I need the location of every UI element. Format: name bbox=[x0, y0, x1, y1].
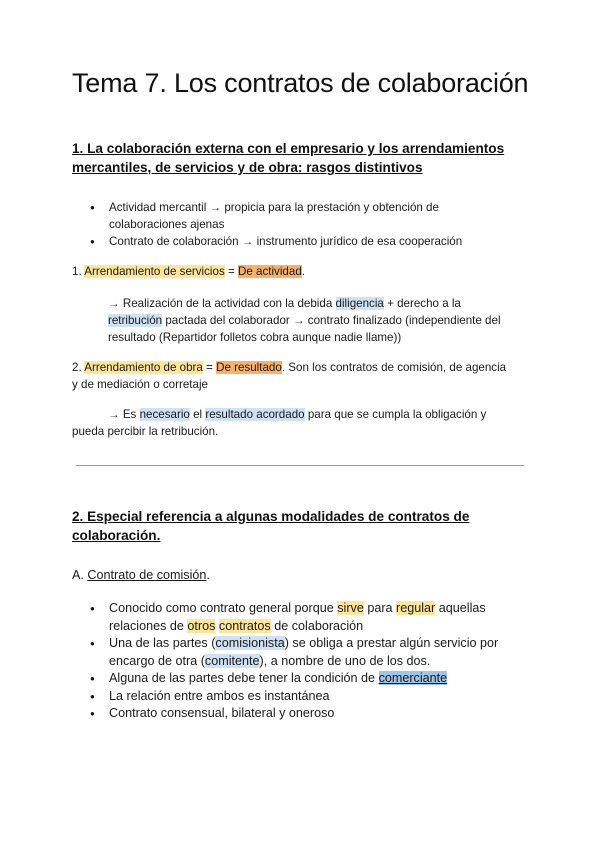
detail-text: pactada del colaborador → contrato finalizado (independiente del bbox=[162, 314, 501, 327]
bullet-text: ● Contrato de colaboración → instrumento jurídico de esa cooperación bbox=[109, 235, 463, 248]
bullet-text: Conocido como contrato general porque bbox=[109, 601, 338, 615]
section-2-heading-line2: colaboración. bbox=[72, 528, 161, 543]
item-2-line bbox=[72, 359, 506, 393]
item-2-detail bbox=[72, 406, 532, 440]
highlight-word: diligencia bbox=[335, 297, 384, 310]
highlight-word: regular bbox=[396, 601, 436, 615]
item-text: . Son los contratos de comisión, de agencia bbox=[281, 361, 507, 374]
horizontal-divider bbox=[76, 465, 524, 466]
highlight-type: De resultado bbox=[216, 361, 282, 374]
detail-text: el bbox=[189, 408, 206, 421]
bullet-text: encargo de otra ( bbox=[109, 653, 205, 668]
section-2-heading bbox=[72, 507, 469, 545]
detail-text: para que se cumpla la obligación y bbox=[304, 408, 487, 421]
bullet-text: ) se obliga a prestar algún servicio por bbox=[284, 636, 499, 650]
highlight-term: Arrendamiento de obra bbox=[84, 361, 203, 374]
item-1-detail bbox=[108, 295, 538, 346]
detail-text: → Realización de la actividad con la debida bbox=[108, 297, 336, 310]
section-1-bullet-list bbox=[109, 199, 549, 250]
highlight-word: comisionista bbox=[215, 636, 285, 650]
item-number: 2. bbox=[72, 361, 85, 374]
bullet-text: ), a nombre de uno de los dos. bbox=[259, 653, 431, 668]
list-item bbox=[109, 688, 549, 706]
highlight-word: retribución bbox=[108, 314, 163, 327]
subsection-a-title bbox=[72, 567, 210, 585]
highlight-word: comitente bbox=[204, 653, 260, 668]
bullet-text: para bbox=[363, 601, 397, 615]
equals-text: = bbox=[202, 361, 217, 374]
subsection-letter: A. bbox=[72, 568, 88, 582]
list-item bbox=[109, 635, 549, 670]
list-item bbox=[109, 600, 549, 635]
bullet-text: ● Actividad mercantil → propicia para la prestación y obtención de bbox=[109, 201, 439, 214]
section-2-heading-line1: 2. Especial referencia a algunas modalidades de contratos de bbox=[72, 509, 470, 524]
bullet-text: relaciones de bbox=[109, 618, 188, 633]
section-1-heading-line2: mercantiles, de servicios y de obra: rasgos distintivos bbox=[72, 160, 423, 175]
period-text: . bbox=[206, 568, 210, 582]
period-text: . bbox=[301, 265, 306, 278]
list-item bbox=[109, 233, 549, 250]
subsection-name: Contrato de comisión bbox=[87, 568, 207, 582]
highlight-word: comerciante bbox=[378, 671, 448, 685]
highlight-word: sirve bbox=[337, 601, 364, 615]
detail-text: pueda percibir la retribución. bbox=[72, 425, 219, 438]
highlight-type: De actividad bbox=[237, 265, 302, 278]
page-title: Tema 7. Los contratos de colaboración bbox=[72, 68, 529, 98]
list-item bbox=[109, 670, 549, 688]
section-1-heading-line1: 1. La colaboración externa con el empresario y los arrendamientos bbox=[72, 141, 505, 156]
highlight-word: otros bbox=[187, 618, 216, 633]
detail-text: → Es bbox=[108, 408, 140, 421]
detail-text: resultado (Repartidor folletos cobra aunque nadie llame)) bbox=[108, 331, 402, 344]
list-item bbox=[109, 705, 549, 723]
bullet-text: colaboraciones ajenas bbox=[109, 218, 225, 231]
highlight-word: resultado acordado bbox=[205, 408, 305, 421]
detail-text: + derecho a la bbox=[383, 297, 461, 310]
item-text: y de mediación o corretaje bbox=[72, 378, 208, 391]
highlight-word: contratos bbox=[218, 618, 271, 633]
bullet-text: de colaboración bbox=[270, 618, 364, 633]
section-2-bullet-list bbox=[109, 600, 549, 723]
bullet-text: Una de las partes ( bbox=[109, 636, 216, 650]
bullet-text: ● Contrato consensual, bilateral y oneroso bbox=[109, 706, 335, 720]
bullet-text: ● La relación entre ambos es instantánea bbox=[109, 688, 330, 703]
bullet-text: Alguna de las partes debe tener la condición de bbox=[109, 671, 379, 685]
list-item bbox=[109, 199, 549, 233]
item-number: 1. bbox=[72, 265, 85, 278]
equals-text: = bbox=[224, 265, 238, 278]
item-1-line bbox=[72, 263, 305, 280]
highlight-word: necesario bbox=[139, 408, 190, 421]
highlight-term: Arrendamiento de servicios bbox=[84, 265, 225, 278]
section-1-heading bbox=[72, 139, 504, 177]
bullet-text: aquellas bbox=[435, 601, 486, 615]
